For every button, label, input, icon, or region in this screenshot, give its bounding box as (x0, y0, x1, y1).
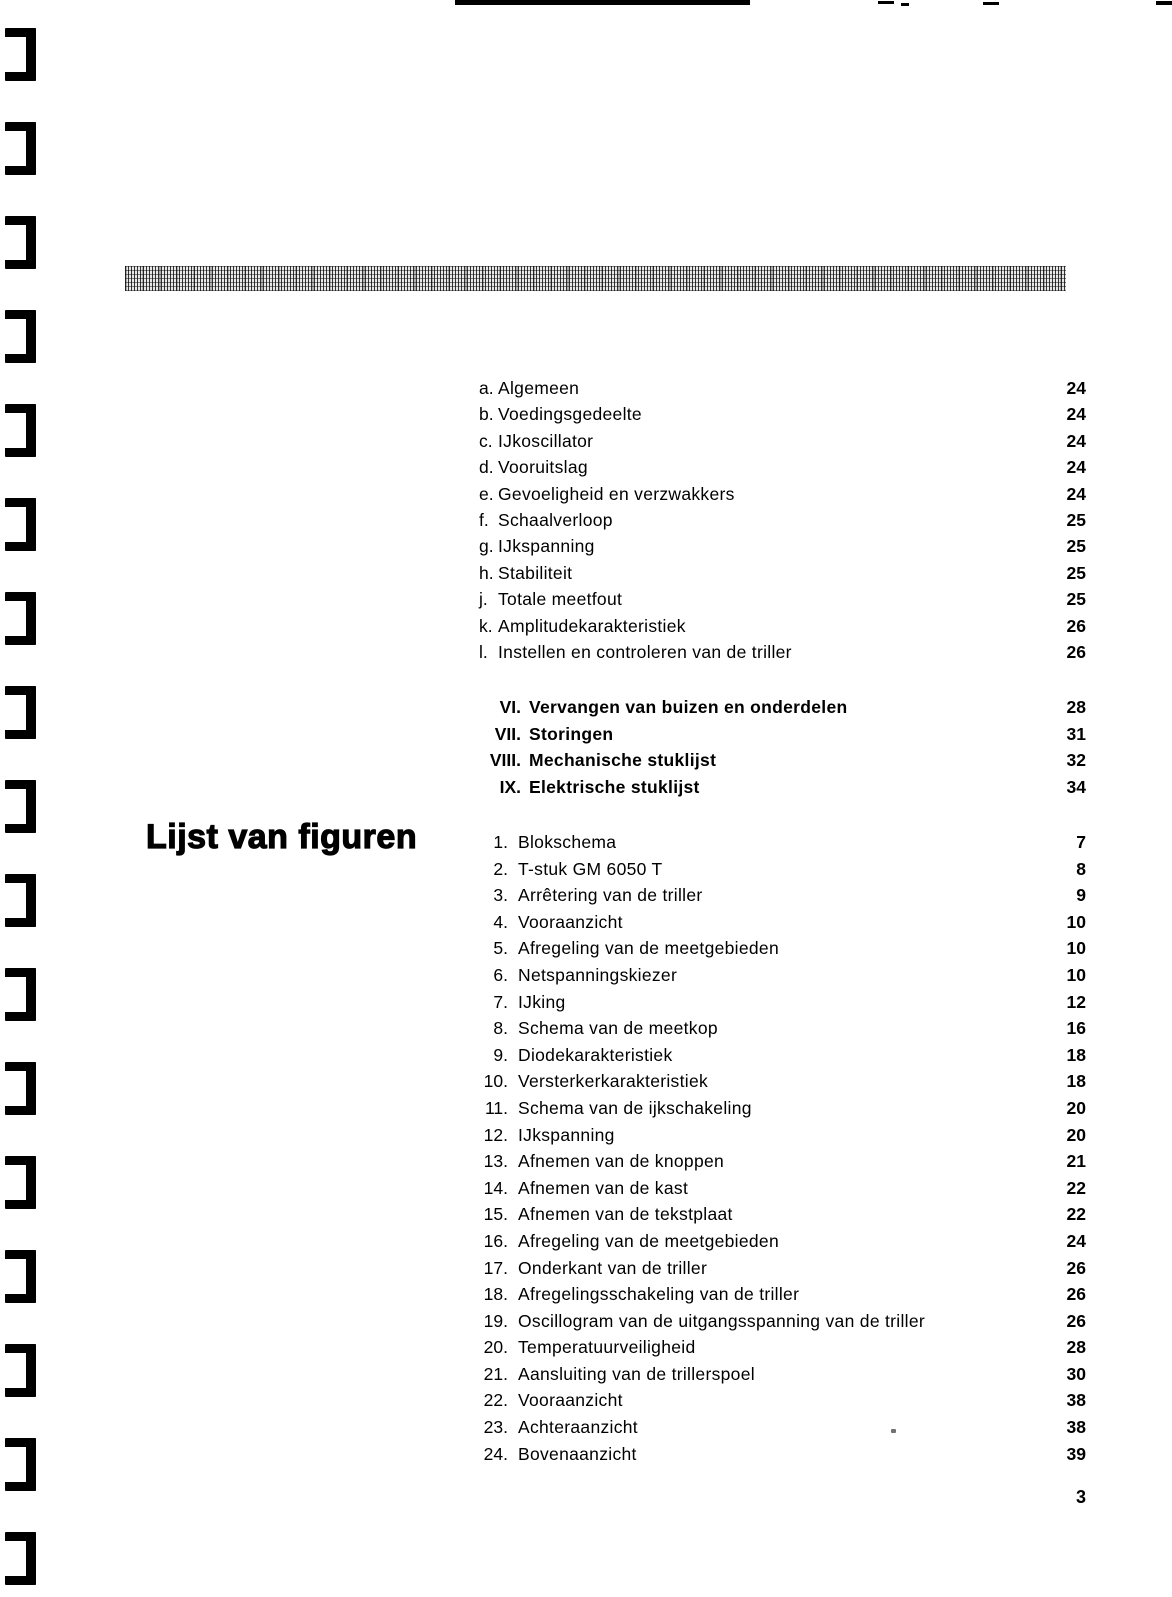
toc-entry-page-number: 25 (1066, 509, 1086, 530)
figure-row (453, 1334, 1086, 1361)
figure-page-number: 26 (1066, 1310, 1086, 1331)
toc-entry-letter: c. (479, 430, 493, 451)
toc-entry-page-number: 25 (1066, 536, 1086, 557)
figure-title: Temperatuurveiligheid (518, 1337, 696, 1358)
figure-title: Afregeling van de meetgebieden (518, 1230, 779, 1251)
figure-title: Afnemen van de tekstplaat (518, 1204, 733, 1225)
toc-chapter-row (450, 694, 1086, 721)
toc-chapter-numeral: VIII. (489, 750, 521, 771)
figure-page-number: 16 (1066, 1018, 1086, 1039)
binding-hole-icon (5, 780, 36, 833)
toc-entry-page-number: 24 (1066, 457, 1086, 478)
toc-subsection-row (479, 533, 1086, 559)
scan-noise-mark (878, 1, 894, 4)
figure-row (453, 1255, 1086, 1282)
figure-row (453, 962, 1086, 989)
figure-title: Blokschema (518, 832, 617, 852)
binding-hole-icon (5, 592, 36, 645)
toc-subsection-row (479, 613, 1086, 639)
figure-page-number: 20 (1066, 1097, 1086, 1118)
figure-row (453, 935, 1086, 962)
figure-list (453, 829, 1086, 1467)
figure-page-number: 24 (1066, 1230, 1086, 1251)
figure-number: 12. (483, 1124, 508, 1145)
binding-hole-icon (5, 122, 36, 175)
toc-entry-letter: g. (479, 536, 494, 557)
binding-hole-icon (5, 1438, 36, 1491)
toc-chapter-numeral: IX. (499, 777, 521, 798)
figure-row (453, 1387, 1086, 1414)
toc-chapter-row (450, 747, 1086, 774)
toc-entry-title: Voedingsgedeelte (498, 404, 642, 425)
figure-title: Schema van de ijkschakeling (518, 1097, 752, 1118)
toc-chapter-page-number: 34 (1066, 777, 1086, 798)
toc-entry-page-number: 24 (1066, 378, 1086, 398)
toc-entry-letter: e. (479, 483, 494, 504)
toc-entry-letter: l. (479, 641, 488, 662)
figure-page-number: 38 (1066, 1417, 1086, 1438)
figure-title: Arrêtering van de triller (518, 885, 703, 906)
toc-entry-title: IJkspanning (498, 536, 595, 557)
binding-hole-icon (5, 874, 36, 927)
figure-page-number: 22 (1066, 1177, 1086, 1198)
toc-chapter-list (450, 694, 1086, 801)
figure-page-number: 21 (1066, 1151, 1086, 1172)
figure-page-number: 39 (1066, 1443, 1086, 1464)
figure-number: 6. (493, 964, 508, 985)
figure-row (453, 1148, 1086, 1175)
figure-title: Oscillogram van de uitgangsspanning van de triller (518, 1310, 926, 1331)
toc-chapter-title: Vervangen van buizen en onderdelen (529, 697, 848, 717)
figure-row (453, 1042, 1086, 1069)
page-number: 3 (1075, 1487, 1086, 1507)
figure-title: Netspanningskiezer (518, 964, 678, 985)
figure-title: Achteraanzicht (518, 1417, 638, 1438)
toc-entry-letter: f. (479, 509, 489, 530)
binding-hole-icon (5, 1250, 36, 1303)
figure-page-number: 20 (1066, 1124, 1086, 1145)
toc-entry-title: IJkoscillator (498, 430, 594, 451)
toc-entry-title: Algemeen (498, 378, 580, 398)
toc-chapter-row (450, 774, 1086, 801)
figure-number: 22. (483, 1390, 508, 1411)
figure-page-number: 26 (1066, 1257, 1086, 1278)
figure-number: 17. (483, 1257, 508, 1278)
toc-entry-title: Totale meetfout (498, 589, 623, 610)
figure-title: Vooraanzicht (518, 1390, 623, 1411)
toc-subsection-row (479, 639, 1086, 665)
figure-row (453, 1201, 1086, 1228)
toc-entry-title: Vooruitslag (498, 457, 588, 478)
figure-title: IJkspanning (518, 1124, 615, 1145)
toc-entry-letter: h. (479, 562, 494, 583)
binding-hole-icon (5, 498, 36, 551)
toc-subsection-row (479, 454, 1086, 480)
figure-number: 21. (483, 1363, 508, 1384)
toc-entry-title: Schaalverloop (498, 509, 613, 530)
binding-hole-icon (5, 1062, 36, 1115)
figure-title: Afnemen van de kast (518, 1177, 689, 1198)
toc-chapter-title: Elektrische stuklijst (529, 777, 700, 798)
figure-number: 8. (493, 1018, 508, 1039)
toc-chapter-title: Mechanische stuklijst (529, 750, 717, 771)
figure-title: T-stuk GM 6050 T (518, 858, 663, 879)
figure-number: 4. (493, 911, 508, 932)
toc-entry-page-number: 25 (1066, 562, 1086, 583)
figure-title: Diodekarakteristiek (518, 1044, 673, 1065)
binding-hole-icon (5, 310, 36, 363)
toc-entry-title: Instellen en controleren van de triller (498, 641, 792, 662)
toc-entry-page-number: 25 (1066, 589, 1086, 610)
figure-title: Onderkant van de triller (518, 1257, 708, 1278)
figure-row (453, 1228, 1086, 1255)
figure-number: 13. (483, 1151, 508, 1172)
figure-number: 3. (493, 885, 508, 906)
figure-title: Aansluiting van de trillerspoel (518, 1363, 755, 1384)
toc-subsection-row (479, 481, 1086, 507)
figure-page-number: 9 (1076, 885, 1086, 906)
figure-page-number: 18 (1066, 1044, 1086, 1065)
figure-number: 14. (483, 1177, 508, 1198)
figure-row (453, 909, 1086, 936)
toc-subsection-row (479, 401, 1086, 427)
figure-page-number: 18 (1066, 1071, 1086, 1092)
binding-hole-icon (5, 28, 36, 81)
toc-subsection-row (479, 586, 1086, 612)
figure-row (453, 989, 1086, 1016)
figure-title: Afnemen van de knoppen (518, 1151, 725, 1172)
scan-noise-mark (901, 3, 909, 6)
binding-hole-icon (5, 1344, 36, 1397)
binding-hole-icon (5, 216, 36, 269)
binding-hole-icon (5, 404, 36, 457)
figure-number: 10. (483, 1071, 508, 1092)
figure-row (453, 1122, 1086, 1149)
figure-number: 9. (493, 1044, 508, 1065)
toc-entry-letter: a. (479, 378, 494, 398)
figure-row (453, 1281, 1086, 1308)
figure-number: 5. (493, 938, 508, 959)
figure-number: 19. (483, 1310, 508, 1331)
figure-row (453, 1361, 1086, 1388)
figure-title: Schema van de meetkop (518, 1018, 718, 1039)
figure-row (453, 1175, 1086, 1202)
figure-page-number: 28 (1066, 1337, 1086, 1358)
toc-entry-title: Stabiliteit (498, 562, 573, 583)
figure-row (453, 1441, 1086, 1468)
toc-subsection-row (479, 507, 1086, 533)
binding-hole-icon (5, 686, 36, 739)
figure-title: Bovenaanzicht (518, 1443, 637, 1464)
figure-title: IJking (518, 991, 566, 1012)
figure-page-number: 38 (1066, 1390, 1086, 1411)
toc-entry-letter: j. (479, 589, 488, 610)
figure-row (453, 1308, 1086, 1335)
scan-edge-bar (455, 0, 750, 5)
figure-title: Vooraanzicht (518, 911, 623, 932)
figure-page-number: 26 (1066, 1284, 1086, 1305)
toc-entry-page-number: 24 (1066, 404, 1086, 425)
figure-row (453, 1414, 1086, 1441)
figure-page-number: 22 (1066, 1204, 1086, 1225)
toc-entry-page-number: 26 (1066, 641, 1086, 662)
scan-noise-mark (1156, 1, 1172, 5)
figure-page-number: 10 (1066, 964, 1086, 985)
halftone-divider-band (125, 266, 1066, 291)
figure-number: 23. (483, 1417, 508, 1438)
figure-number: 16. (483, 1230, 508, 1251)
toc-chapter-page-number: 32 (1066, 750, 1086, 771)
figure-row (453, 1068, 1086, 1095)
figures-heading: Lijst van figuren (146, 818, 418, 856)
toc-entry-title: Amplitudekarakteristiek (498, 615, 686, 636)
toc-subsection-list (479, 375, 1086, 665)
figure-row (453, 1015, 1086, 1042)
toc-subsection-row (479, 375, 1086, 401)
figure-page-number: 30 (1066, 1363, 1086, 1384)
binding-strip (0, 0, 60, 1597)
toc-entry-letter: k. (479, 615, 493, 636)
figure-number: 15. (483, 1204, 508, 1225)
toc-subsection-row (479, 560, 1086, 586)
toc-entry-letter: b. (479, 404, 494, 425)
figure-number: 24. (483, 1443, 508, 1464)
binding-hole-icon (5, 1156, 36, 1209)
toc-entry-page-number: 24 (1066, 430, 1086, 451)
figure-number: 2. (493, 858, 508, 879)
toc-entry-page-number: 24 (1066, 483, 1086, 504)
toc-entry-letter: d. (479, 457, 494, 478)
figure-page-number: 10 (1066, 911, 1086, 932)
toc-chapter-numeral: VII. (494, 723, 521, 744)
toc-chapter-title: Storingen (529, 723, 614, 744)
figure-number: 1. (493, 832, 508, 852)
figure-page-number: 10 (1066, 938, 1086, 959)
figure-row (453, 829, 1086, 856)
figure-row (453, 1095, 1086, 1122)
figure-row (453, 882, 1086, 909)
figure-page-number: 7 (1076, 832, 1086, 852)
figure-number: 7. (493, 991, 508, 1012)
figure-page-number: 12 (1066, 991, 1086, 1012)
figure-title: Afregelingsschakeling van de triller (518, 1284, 800, 1305)
toc-chapter-page-number: 28 (1066, 697, 1086, 717)
toc-entry-page-number: 26 (1066, 615, 1086, 636)
toc-chapter-row (450, 721, 1086, 748)
figure-title: Afregeling van de meetgebieden (518, 938, 779, 959)
figure-number: 11. (484, 1097, 508, 1118)
figure-title: Versterkerkarakteristiek (518, 1071, 709, 1092)
toc-chapter-page-number: 31 (1066, 723, 1086, 744)
figure-number: 20. (483, 1337, 508, 1358)
figure-page-number: 8 (1076, 858, 1086, 879)
binding-hole-icon (5, 1532, 36, 1585)
figure-row (453, 856, 1086, 883)
figure-number: 18. (483, 1284, 508, 1305)
toc-entry-title: Gevoeligheid en verzwakkers (498, 483, 735, 504)
scan-noise-mark (983, 2, 999, 5)
toc-subsection-row (479, 428, 1086, 454)
binding-hole-icon (5, 968, 36, 1021)
toc-chapter-numeral: VI. (499, 697, 521, 717)
